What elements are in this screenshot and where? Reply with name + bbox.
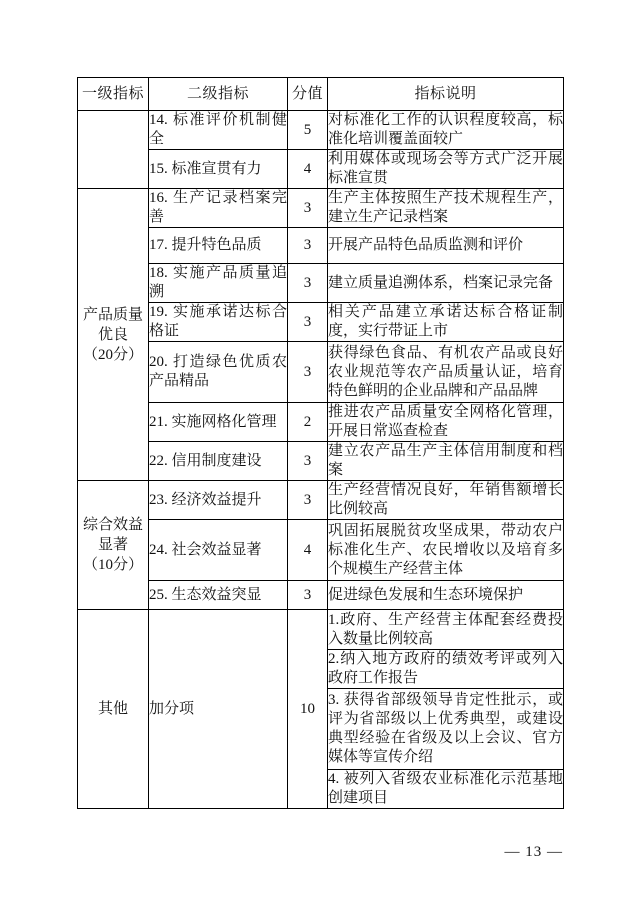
category-score-line: （20分）: [82, 346, 143, 363]
description-cell: 建立农产品生产主体信用制度和档案: [328, 442, 564, 481]
table-row: [78, 610, 564, 650]
table-row: [78, 303, 564, 342]
description-cell: 生产经营情况良好，年销售额增长比例较高: [328, 481, 564, 520]
description-cell: 促进绿色发展和生态环境保护: [328, 581, 564, 610]
score-cell: 3: [288, 442, 328, 481]
table-row: [78, 111, 564, 150]
score-cell-bonus: 10: [288, 610, 328, 809]
indicator-cell: 14. 标准评价机制健全: [149, 111, 288, 150]
description-cell: 利用媒体或现场会等方式广泛开展标准宣贯: [328, 150, 564, 189]
page-number: — 13 —: [504, 844, 563, 860]
table-row: [78, 228, 564, 264]
table-row: [78, 403, 564, 442]
bonus-item-cell: 3. 获得省部级领导肯定性批示，或评为省部级以上优秀典型，或建设典型经验在省级及以上会议、官方媒体等宣传介绍: [328, 689, 564, 770]
score-cell: 4: [288, 520, 328, 581]
score-cell: 3: [288, 189, 328, 228]
category-label-line: 产品质量: [82, 306, 143, 323]
description-cell: 推进农产品质量安全网格化管理，开展日常巡查检查: [328, 403, 564, 442]
indicator-table: [77, 77, 564, 809]
header-description: 指标说明: [328, 78, 564, 111]
description-cell: 巩固拓展脱贫攻坚成果，带动农户标准化生产、农民增收以及培育多个规模生产经营主体: [328, 520, 564, 581]
header-score: 分值: [288, 78, 328, 111]
score-cell: 4: [288, 150, 328, 189]
table-row: [78, 264, 564, 303]
category-score-line: （10分）: [82, 557, 143, 573]
indicator-cell: 20. 打造绿色优质农产品精品: [149, 342, 288, 403]
indicator-cell: 25. 生态效益突显: [149, 581, 288, 610]
description-cell: 生产主体按照生产技术规程生产，建立生产记录档案: [328, 189, 564, 228]
indicator-cell: 22. 信用制度建设: [149, 442, 288, 481]
table-row: [78, 520, 564, 581]
indicator-cell: 19. 实施承诺达标合格证: [149, 303, 288, 342]
header-level2: 二级指标: [149, 78, 288, 111]
score-cell: 3: [288, 303, 328, 342]
category-label-line: 综合效益: [82, 517, 143, 533]
indicator-cell: 18. 实施产品质量追溯: [149, 264, 288, 303]
description-cell: 对标准化工作的认识程度较高，标准化培训覆盖面较广: [328, 111, 564, 150]
category-cell-overall-benefit: [78, 481, 149, 610]
table-row: [78, 342, 564, 403]
score-cell: 3: [288, 481, 328, 520]
description-cell: 相关产品建立承诺达标合格证制度，实行带证上市: [328, 303, 564, 342]
table-row: [78, 581, 564, 610]
score-cell: 2: [288, 403, 328, 442]
category-cell-continued: [78, 111, 149, 189]
header-row: [78, 78, 564, 111]
header-level1: 一级指标: [78, 78, 149, 111]
score-cell: 3: [288, 342, 328, 403]
score-cell: 3: [288, 228, 328, 264]
category-label-line: 优良: [97, 326, 128, 343]
indicator-cell-bonus: 加分项: [149, 610, 288, 809]
category-cell-other: 其他: [78, 610, 149, 809]
score-cell: 3: [288, 264, 328, 303]
indicator-cell: 23. 经济效益提升: [149, 481, 288, 520]
score-cell: 3: [288, 581, 328, 610]
table-row: [78, 189, 564, 228]
indicator-cell: 24. 社会效益显著: [149, 520, 288, 581]
bonus-item-cell: 1.政府、生产经营主体配套经费投入数量比例较高: [328, 610, 564, 650]
description-cell: 开展产品特色品质监测和评价: [328, 228, 564, 264]
category-cell-product-quality: [78, 189, 149, 481]
table-row: [78, 150, 564, 189]
description-cell: 建立质量追溯体系，档案记录完备: [328, 264, 564, 303]
indicator-cell: 17. 提升特色品质: [149, 228, 288, 264]
indicator-cell: 16. 生产记录档案完善: [149, 189, 288, 228]
description-cell: 获得绿色食品、有机农产品或良好农业规范等农产品质量认证，培育特色鲜明的企业品牌和产品品牌: [328, 342, 564, 403]
table-row: [78, 481, 564, 520]
bonus-item-cell: 2.纳入地方政府的绩效考评或列入政府工作报告: [328, 650, 564, 689]
score-cell: 5: [288, 111, 328, 150]
category-label-line: 显著: [97, 537, 128, 553]
indicator-cell: 21. 实施网格化管理: [149, 403, 288, 442]
table-row: [78, 442, 564, 481]
indicator-cell: 15. 标准宣贯有力: [149, 150, 288, 189]
bonus-item-cell: 4. 被列入省级农业标准化示范基地创建项目: [328, 770, 564, 809]
